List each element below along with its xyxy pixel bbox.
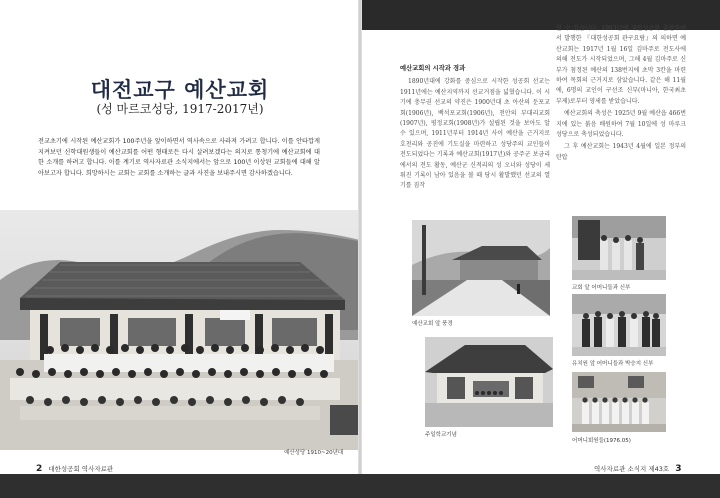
col-b-paragraph: 예산교회의 축성은 1925년 9월 예산읍 466번지에 있는 붉음 배원하여 7월 10일에 성 마루크 성당으로 축성되었습니다. — [556, 110, 686, 139]
col-b-paragraph: 그 후 예산교회는 1943년 4월에 일본 정부의 탄압 — [556, 143, 686, 161]
page-title: 대전교구 예산교회 — [90, 78, 270, 102]
photo-caption: 예산교회 앞 풍경 — [412, 321, 453, 327]
sunday-school-photo — [425, 337, 553, 427]
right-footer-label: 역사자료관 소식지 제43호 — [594, 465, 670, 473]
church-group-photo — [0, 210, 360, 450]
left-footer — [36, 464, 113, 474]
left-footer-label: 대한성공회 역사자료관 — [48, 465, 114, 473]
bottom-background — [0, 474, 720, 498]
page-number-left: 2 — [36, 464, 43, 474]
text-column-b — [556, 24, 686, 165]
page-number-right: 3 — [675, 464, 682, 474]
kindergarten-photo — [572, 294, 666, 356]
col-a-paragraph: 1890년대에 강화를 중심으로 시작한 성공회 선교는 1911년에는 예산지역까지 선교거점을 넓혔습니다. 이 시기에 충무권 선교의 약진은 1900년대 초 아산의 둔포교회(1906년), 백석포교회(1906년), 천안의 부대리교회(1907년), 평정교회(1908년)가 설립된 것을 보아도 알 수 있으며, 1911년부터 1914년 사이 예산을 근거지로 호천리와 공진에 기도실을 마련하고 성당주의 교인들이 전도되었다는 기록과 예산교회(1917년)와 공주군 보금리에서의 전도 활동, 예산군 신적리의 성 오너와 성당이 세워진 기록이 남아 있음을 볼 때 당시 활발했던 선교의 열기를 짐작 — [400, 78, 550, 190]
photo-caption: 어머니회원들(1976.05) — [572, 438, 631, 444]
photo-caption: 주일학교기념 — [425, 432, 457, 438]
photo-caption: 유치원 앞 어머니들과 박승지 신부 — [572, 361, 654, 367]
mothers-and-priest-photo — [572, 216, 666, 280]
section-heading: 예산교회의 시작과 경과 — [400, 65, 466, 72]
book-gutter — [358, 0, 362, 498]
text-column-a — [400, 64, 550, 194]
mothers-association-photo — [572, 372, 666, 432]
page-subtitle: (성 마르코성당, 1917-2017년) — [96, 102, 264, 116]
right-footer — [594, 464, 682, 474]
intro-paragraph: 전교초기에 시작된 예산교회가 100주년을 앞이하면서 역사속으로 사라져 가려고 합니다. 이를 안타깝게 지켜보던 신학대원생들이 예산교회를 어떤 형태로든 다시 살려보겠다는 의지로 통청기에 예산교회에 대한 소개를 하려고 합니다. 이를 계기로 역사자료관 소식지에서는 앞으로 100년 이상된 교회들에 대해 알아보고자 합니다. 희망하시는 교회는 교회를 소개하는 글과 사진을 보내주시면 감사하겠습니다. — [38, 138, 320, 177]
main-photo-caption: 예산성당 1910~20년대 — [284, 450, 344, 456]
photo-caption: 교회 앞 어머니들과 신부 — [572, 285, 631, 291]
col-b-paragraph: 할 수 있습니다. 1993년에 대한성공회 출판부에서 발행한 『대한성공회 관구요람』의 의하면 예산교회는 1917년 1월 16일 김마주로 전도사에 의해 전도가 시작되었으며, 그해 4월 김마주로 신부가 첨정된 예산의 138번지에 초막 3칸을 마련하여 목회의 근거지로 삼았습니다. 같은 해 11월에, 6명의 교인이 구선조 신부(마니아, 한국최초 부제)로부터 영세를 받았습니다. — [556, 25, 686, 105]
church-front-photo — [412, 220, 550, 316]
